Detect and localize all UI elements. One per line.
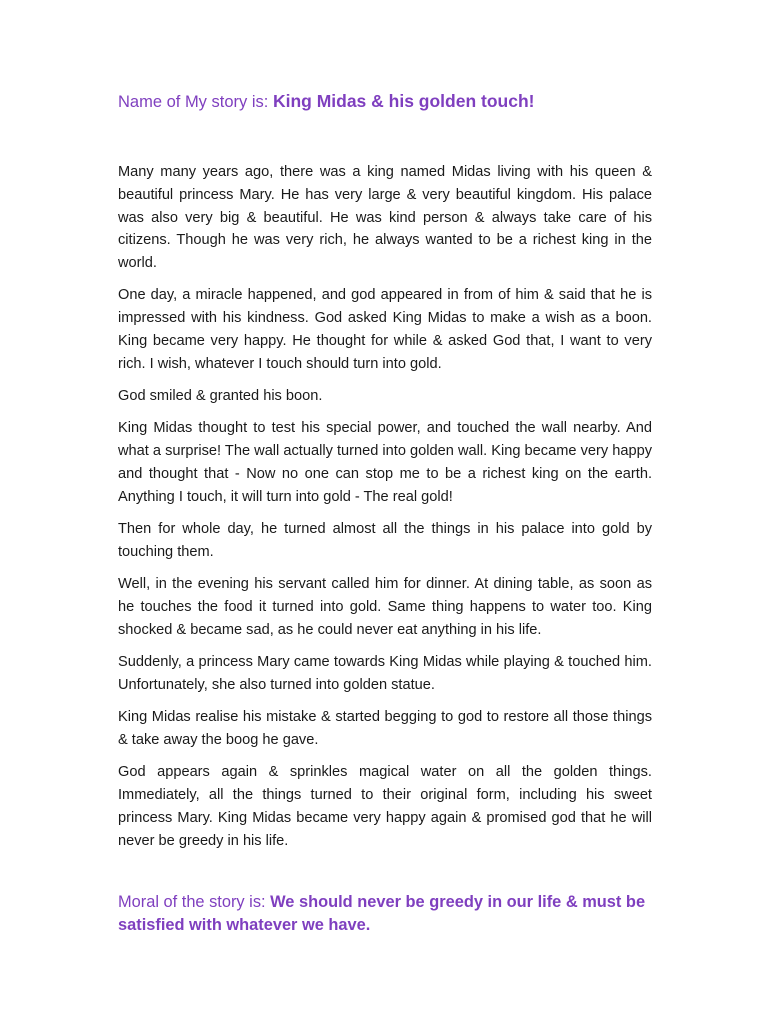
story-paragraph: God smiled & granted his boon. <box>118 388 323 405</box>
story-title-prefix: Name of My story is: <box>118 93 273 111</box>
story-paragraph: God appears again & sprinkles magical water on all the golden things. Immediately, all the things turned to their original form, including his sweet princess Mary. King Midas became very happy again & promised god that he will never be greedy in his life. <box>118 764 652 849</box>
story-paragraph: King Midas realise his mistake & started begging to god to restore all those things & take away the boog he gave. <box>118 709 652 749</box>
story-paragraph: Then for whole day, he turned almost all the things in his palace into gold by touching them. <box>118 521 652 560</box>
story-moral-prefix: Moral of the story is: <box>118 892 271 911</box>
story-paragraph: One day, a miracle happened, and god appeared in from of him & said that he is impressed with his kindness. God asked King Midas to make a wish as a boon. King became very happy. He thought for while & asked God that, I want to very rich. I wish, whatever I touch should turn into gold. <box>118 287 652 372</box>
story-paragraph: Well, in the evening his servant called him for dinner. At dining table, as soon as he touches the food it turned into gold. Same thing happens to water too. King shocked & became sad, as he could never eat anything in his life. <box>118 576 652 638</box>
story-title-value: King Midas & his golden touch! <box>272 91 535 111</box>
document-page <box>118 88 652 937</box>
story-paragraph: King Midas thought to test his special power, and touched the wall nearby. And what a surprise! The wall actually turned into golden wall. King became very happy and thought that - Now no one can stop me to be a richest king on the earth. Anything I touch, it will turn into gold - The real gold! <box>118 420 652 505</box>
story-moral <box>118 891 652 937</box>
story-title <box>118 88 652 115</box>
story-moral-value: We should never be greedy in our life & must be satisfied with whatever we have. <box>118 892 646 934</box>
story-body <box>118 161 652 853</box>
story-paragraph: Suddenly, a princess Mary came towards King Midas while playing & touched him. Unfortunately, she also turned into golden statue. <box>118 654 652 693</box>
story-paragraph: Many many years ago, there was a king named Midas living with his queen & beautiful princess Mary. He has very large & very beautiful kingdom. His palace was also very big & beautiful. He was kind person & always take care of his citizens. Though he was very rich, he always wanted to be a richest king in the world. <box>118 164 652 272</box>
